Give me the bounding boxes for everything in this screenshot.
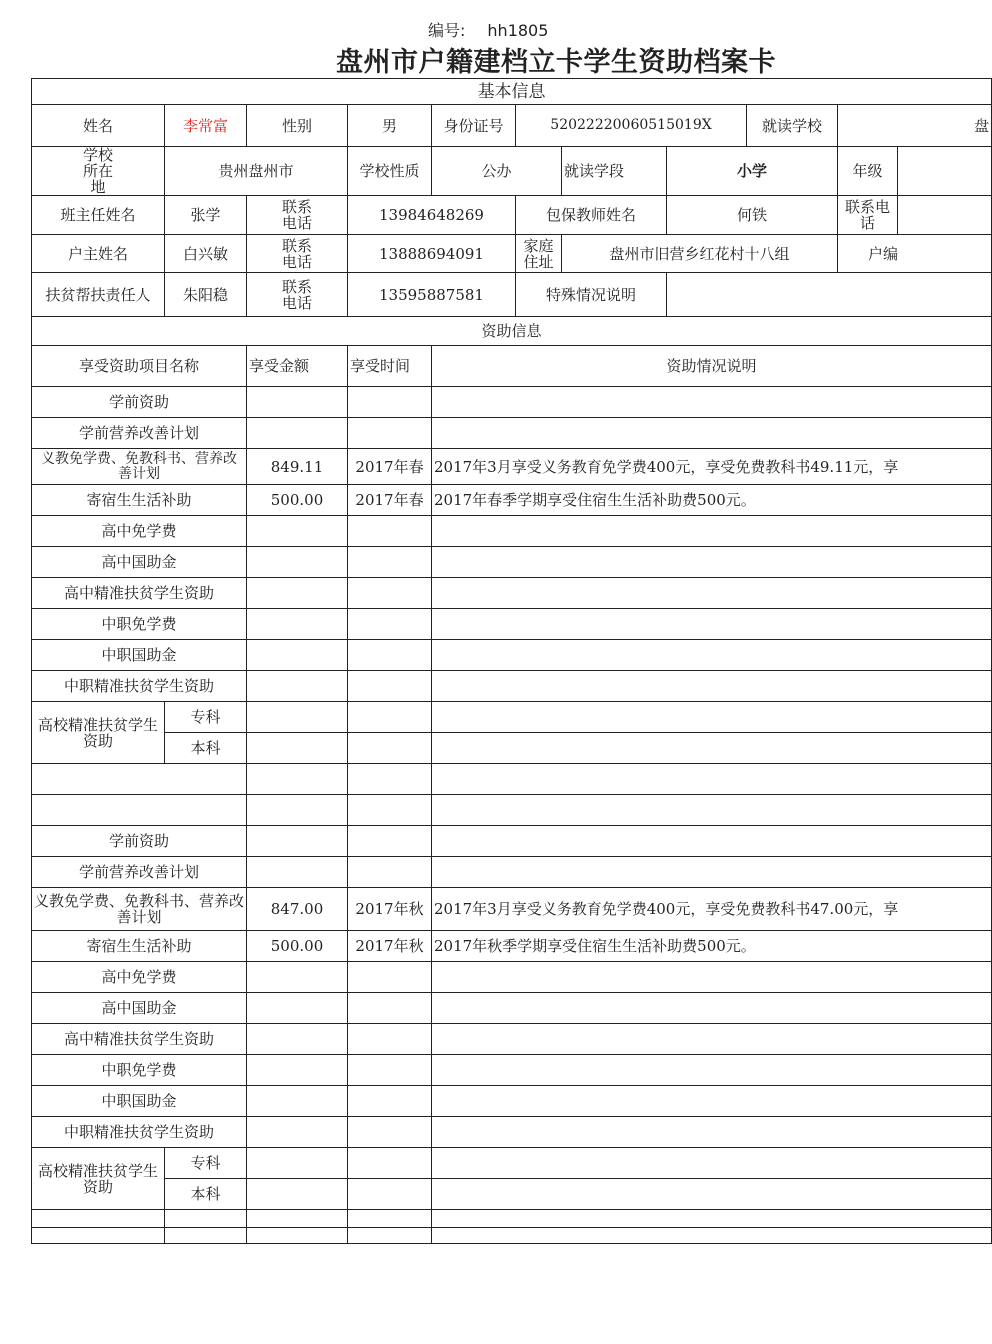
empty-cell <box>32 795 247 826</box>
empty-cell <box>247 764 348 795</box>
table-row <box>32 931 992 962</box>
empty-cell <box>348 733 432 764</box>
aid-amount: 500.00 <box>247 485 348 516</box>
aid-item-name: 学前资助 <box>32 826 247 857</box>
college-aid-name: 高校精准扶贫学生资助 <box>32 1148 165 1210</box>
aid-desc <box>432 418 992 449</box>
empty-cell <box>432 795 992 826</box>
aid-time <box>348 516 432 547</box>
aid-amount <box>247 640 348 671</box>
aid-desc: 2017年秋季学期享受住宿生生活补助费500元。 <box>432 931 992 962</box>
householder-value: 白兴敏 <box>165 235 247 273</box>
table-row <box>32 418 992 449</box>
basic-row-name <box>32 105 992 147</box>
empty-cell <box>348 1148 432 1179</box>
empty-cell <box>247 795 348 826</box>
aid-item-name: 高中精准扶贫学生资助 <box>32 1024 247 1055</box>
empty-cell <box>432 702 992 733</box>
empty-cell <box>348 1179 432 1210</box>
stage-label: 就读学段 <box>562 147 667 196</box>
aid-time <box>348 1086 432 1117</box>
college-sub-junior: 专科 <box>165 1148 247 1179</box>
aid-item-name: 义教免学费、免教科书、营养改善计划 <box>32 449 247 485</box>
helper-phone-label: 联系电话 <box>247 273 348 317</box>
basic-row-householder <box>32 235 992 273</box>
empty-cell <box>247 1148 348 1179</box>
householder-phone-label: 联系电话 <box>247 235 348 273</box>
address-label: 家庭住址 <box>516 235 562 273</box>
table-row <box>32 671 992 702</box>
aid-amount <box>247 962 348 993</box>
card-number-label: 编号: <box>428 21 466 40</box>
aid-amount: 849.11 <box>247 449 348 485</box>
aid-item-name: 中职国助金 <box>32 640 247 671</box>
aid-columns-row <box>32 346 992 387</box>
table-row <box>32 826 992 857</box>
aid-amount <box>247 578 348 609</box>
empty-cell <box>348 1210 432 1228</box>
basic-row-school <box>32 147 992 196</box>
empty-cell <box>32 1210 165 1228</box>
helper-label: 扶贫帮扶责任人 <box>32 273 165 317</box>
aid-desc <box>432 1055 992 1086</box>
special-label: 特殊情况说明 <box>516 273 667 317</box>
aid-amount <box>247 1024 348 1055</box>
table-row <box>32 578 992 609</box>
table-row <box>32 449 992 485</box>
table-row <box>32 993 992 1024</box>
table-row <box>32 1086 992 1117</box>
aid-desc <box>432 671 992 702</box>
helper-value: 朱阳稳 <box>165 273 247 317</box>
id-label: 身份证号 <box>432 105 516 147</box>
table-row <box>32 387 992 418</box>
card-number <box>428 18 548 41</box>
table-row <box>32 640 992 671</box>
aid-desc: 2017年春季学期享受住宿生生活补助费500元。 <box>432 485 992 516</box>
guarantor-phone-value <box>898 196 992 235</box>
address-value: 盘州市旧营乡红花村十八组 <box>562 235 838 273</box>
nature-value: 公办 <box>432 147 562 196</box>
teacher-value: 张学 <box>165 196 247 235</box>
aid-desc <box>432 547 992 578</box>
aid-time <box>348 418 432 449</box>
college-aid-name: 高校精准扶贫学生资助 <box>32 702 165 764</box>
aid-desc <box>432 640 992 671</box>
aid-item-name: 学前营养改善计划 <box>32 857 247 888</box>
table-row <box>32 609 992 640</box>
table-row <box>32 1148 992 1179</box>
empty-cell <box>432 1210 992 1228</box>
aid-desc <box>432 857 992 888</box>
aid-desc <box>432 826 992 857</box>
empty-cell <box>247 1228 348 1244</box>
aid-amount <box>247 857 348 888</box>
college-sub-undergrad: 本科 <box>165 733 247 764</box>
aid-item-name: 高中免学费 <box>32 516 247 547</box>
aid-amount <box>247 1117 348 1148</box>
aid-amount: 500.00 <box>247 931 348 962</box>
school-label: 就读学校 <box>747 105 838 147</box>
stage-value: 小学 <box>667 147 838 196</box>
aid-desc <box>432 993 992 1024</box>
guarantor-label: 包保教师姓名 <box>516 196 667 235</box>
aid-desc <box>432 609 992 640</box>
aid-time: 2017年春 <box>348 485 432 516</box>
aid-desc <box>432 962 992 993</box>
guarantor-value: 何铁 <box>667 196 838 235</box>
page-title: 盘州市户籍建档立卡学生资助档案卡 <box>336 47 776 78</box>
empty-cell <box>32 764 247 795</box>
aid-time <box>348 857 432 888</box>
name-value: 李常富 <box>165 105 247 147</box>
guarantor-phone-label: 联系电话 <box>838 196 898 235</box>
aid-time <box>348 387 432 418</box>
location-value: 贵州盘州市 <box>165 147 348 196</box>
empty-cell <box>247 733 348 764</box>
grade-label: 年级 <box>838 147 898 196</box>
aid-desc <box>432 387 992 418</box>
card-number-value: hh1805 <box>487 21 549 40</box>
col-amount: 享受金额 <box>247 346 348 387</box>
aid-desc <box>432 578 992 609</box>
basic-info-title: 基本信息 <box>32 79 992 105</box>
empty-cell <box>165 1228 247 1244</box>
aid-desc: 2017年3月享受义务教育免学费400元，享受免费教科书49.11元，享 <box>432 449 992 485</box>
location-label: 学校所在地 <box>32 147 165 196</box>
college-sub-undergrad: 本科 <box>165 1179 247 1210</box>
aid-desc <box>432 1024 992 1055</box>
empty-cell <box>348 702 432 733</box>
aid-time <box>348 1024 432 1055</box>
aid-amount <box>247 993 348 1024</box>
householder-label: 户主姓名 <box>32 235 165 273</box>
empty-cell <box>432 1228 992 1244</box>
col-item-name: 享受资助项目名称 <box>32 346 247 387</box>
empty-cell <box>247 1179 348 1210</box>
teacher-phone-value: 13984648269 <box>348 196 516 235</box>
gender-value: 男 <box>348 105 432 147</box>
nature-label: 学校性质 <box>348 147 432 196</box>
aid-desc <box>432 516 992 547</box>
helper-phone-value: 13595887581 <box>348 273 516 317</box>
aid-desc <box>432 1117 992 1148</box>
aid-item-name: 学前营养改善计划 <box>32 418 247 449</box>
table-row <box>32 857 992 888</box>
aid-time: 2017年春 <box>348 449 432 485</box>
aid-time <box>348 609 432 640</box>
table-row <box>32 888 992 931</box>
blank-row <box>32 1210 992 1228</box>
aid-amount <box>247 516 348 547</box>
table-row <box>32 962 992 993</box>
empty-cell <box>32 1228 165 1244</box>
teacher-label: 班主任姓名 <box>32 196 165 235</box>
aid-item-name: 寄宿生生活补助 <box>32 931 247 962</box>
archive-card-sheet <box>31 78 990 1250</box>
aid-desc <box>432 1086 992 1117</box>
blank-row <box>32 764 992 795</box>
col-time: 享受时间 <box>348 346 432 387</box>
empty-cell <box>247 1210 348 1228</box>
empty-cell <box>432 764 992 795</box>
aid-amount <box>247 609 348 640</box>
aid-time: 2017年秋 <box>348 931 432 962</box>
household-code-label: 户编 <box>838 235 992 273</box>
empty-cell <box>247 702 348 733</box>
basic-row-teacher <box>32 196 992 235</box>
aid-amount <box>247 826 348 857</box>
basic-info-header-row <box>32 79 992 105</box>
special-value <box>667 273 992 317</box>
teacher-phone-label: 联系电话 <box>247 196 348 235</box>
aid-time <box>348 671 432 702</box>
table-row <box>32 547 992 578</box>
table-row <box>32 733 992 764</box>
college-sub-junior: 专科 <box>165 702 247 733</box>
table-row <box>32 1179 992 1210</box>
blank-row <box>32 795 992 826</box>
aid-amount <box>247 418 348 449</box>
aid-time <box>348 1117 432 1148</box>
aid-desc: 2017年3月享受义务教育免学费400元，享受免费教科书47.00元，享 <box>432 888 992 931</box>
school-value: 盘 <box>838 105 992 147</box>
aid-time <box>348 578 432 609</box>
aid-item-name: 寄宿生生活补助 <box>32 485 247 516</box>
name-label: 姓名 <box>32 105 165 147</box>
aid-item-name: 中职精准扶贫学生资助 <box>32 671 247 702</box>
empty-cell <box>432 1148 992 1179</box>
aid-time <box>348 993 432 1024</box>
archive-card-table <box>31 78 992 1244</box>
aid-info-title: 资助信息 <box>32 317 992 346</box>
empty-cell <box>432 1179 992 1210</box>
table-row <box>32 485 992 516</box>
aid-item-name: 学前资助 <box>32 387 247 418</box>
table-row <box>32 702 992 733</box>
aid-time <box>348 962 432 993</box>
aid-item-name: 中职国助金 <box>32 1086 247 1117</box>
aid-item-name: 高中国助金 <box>32 547 247 578</box>
table-row <box>32 1055 992 1086</box>
empty-cell <box>348 764 432 795</box>
grade-value <box>898 147 992 196</box>
table-row <box>32 1024 992 1055</box>
gender-label: 性别 <box>247 105 348 147</box>
aid-time <box>348 640 432 671</box>
empty-cell <box>348 1228 432 1244</box>
aid-amount <box>247 387 348 418</box>
aid-time: 2017年秋 <box>348 888 432 931</box>
empty-cell <box>348 795 432 826</box>
id-value: 52022220060515019X <box>516 105 747 147</box>
householder-phone-value: 13888694091 <box>348 235 516 273</box>
col-description: 资助情况说明 <box>432 346 992 387</box>
empty-cell <box>432 733 992 764</box>
aid-item-name: 高中国助金 <box>32 993 247 1024</box>
aid-amount <box>247 547 348 578</box>
aid-time <box>348 1055 432 1086</box>
empty-cell <box>165 1210 247 1228</box>
table-row <box>32 516 992 547</box>
aid-item-name: 中职免学费 <box>32 609 247 640</box>
aid-amount <box>247 1086 348 1117</box>
aid-item-name: 中职精准扶贫学生资助 <box>32 1117 247 1148</box>
aid-amount: 847.00 <box>247 888 348 931</box>
aid-item-name: 中职免学费 <box>32 1055 247 1086</box>
aid-item-name: 高中精准扶贫学生资助 <box>32 578 247 609</box>
aid-item-name: 高中免学费 <box>32 962 247 993</box>
aid-amount <box>247 671 348 702</box>
aid-amount <box>247 1055 348 1086</box>
aid-info-header-row <box>32 317 992 346</box>
basic-row-helper <box>32 273 992 317</box>
table-row <box>32 1117 992 1148</box>
aid-time <box>348 547 432 578</box>
aid-item-name: 义教免学费、免教科书、营养改善计划 <box>32 888 247 931</box>
blank-row <box>32 1228 992 1244</box>
aid-time <box>348 826 432 857</box>
